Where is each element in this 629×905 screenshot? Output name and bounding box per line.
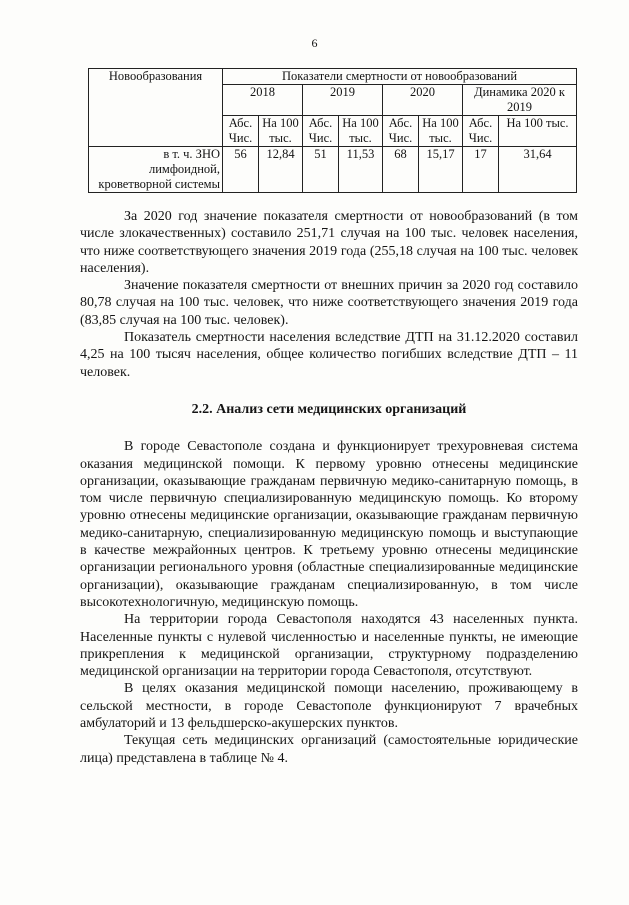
document-body (80, 208, 578, 767)
table-cell: 15,17 (419, 147, 463, 193)
sub-header: На 100 тыс. (419, 116, 463, 147)
sub-header: На 100 тыс. (339, 116, 383, 147)
mortality-table (88, 68, 577, 193)
table-cell: 31,64 (499, 147, 577, 193)
sub-header: Абс. Чис. (383, 116, 419, 147)
year-header: 2018 (223, 85, 303, 116)
paragraph: На территории города Севастополя находятся 43 населенных пункта. Населенные пункты с нулевой численностью и населенные пункты, не имеющие прикрепления к медицинской организации, структурному подразделению медицинской организации на территории города Севастополя, отсутствуют. (80, 612, 578, 680)
sub-header: На 100 тыс. (259, 116, 303, 147)
table-cell: 68 (383, 147, 419, 193)
table-row (89, 147, 577, 193)
section-title: 2.2. Анализ сети медицинских организаций (191, 401, 467, 417)
paragraph: Значение показателя смертности от внешних причин за 2020 год составило 80,78 случая на 100 тыс. человек, что ниже соответствующего значения 2019 года (83,85 случая на 100 тыс. человек). (80, 278, 578, 328)
table-cell: 51 (303, 147, 339, 193)
year-header: 2019 (303, 85, 383, 116)
paragraph: За 2020 год значение показателя смертности от новообразований (в том числе злокачественных) составило 251,71 случая на 100 тыс. человек населения, что ниже соответствующего значения 2019 года (255,18 случая на 100 тыс. человек населения). (80, 209, 578, 276)
table-cell: 17 (463, 147, 499, 193)
sub-header: Абс. Чис. (303, 116, 339, 147)
table-row-header: Новообразования (89, 69, 223, 147)
table-cell: 56 (223, 147, 259, 193)
table-group-header: Показатели смертности от новообразований (223, 69, 577, 85)
sub-header: Абс. Чис. (463, 116, 499, 147)
year-header: Динамика 2020 к 2019 (463, 85, 577, 116)
table-cell: 12,84 (259, 147, 303, 193)
sub-header: На 100 тыс. (499, 116, 577, 147)
paragraph: Показатель смертности населения вследствие ДТП на 31.12.2020 составил 4,25 на 100 тысяч населения, общее количество погибших вследствие ДТП – 11 человек. (80, 330, 578, 380)
paragraph: В городе Севастополе создана и функционирует трехуровневая система оказания медицинской помощи. К первому уровню отнесены медицинские организации, оказывающие гражданам первичную медико-санитарную помощь, в том числе первичную специализированную медицинскую помощь. Ко второму уровню отнесены медицинские организации, оказывающие гражданам первичную медико-санитарную, специализированную медицинскую помощь и выступающие в качестве межрайонных центров. К третьему уровню отнесены медицинские организации регионального уровня (областные специализированные медицинские организации), оказывающие гражданам специализированную, в том числе высокотехнологичную, медицинскую помощь. (80, 439, 578, 610)
paragraph: Текущая сеть медицинских организаций (самостоятельные юридические лица) представлена в таблице № 4. (80, 733, 578, 766)
paragraph: В целях оказания медицинской помощи населению, проживающему в сельской местности, в городе Севастополе функционируют 7 врачебных амбулаторий и 13 фельдшерско-акушерских пунктов. (80, 681, 578, 732)
year-header: 2020 (383, 85, 463, 116)
row-label: в т. ч. ЗНО лимфоидной, кроветворной системы (89, 147, 223, 193)
page-number: 6 (311, 36, 318, 50)
table-cell: 11,53 (339, 147, 383, 193)
sub-header: Абс. Чис. (223, 116, 259, 147)
